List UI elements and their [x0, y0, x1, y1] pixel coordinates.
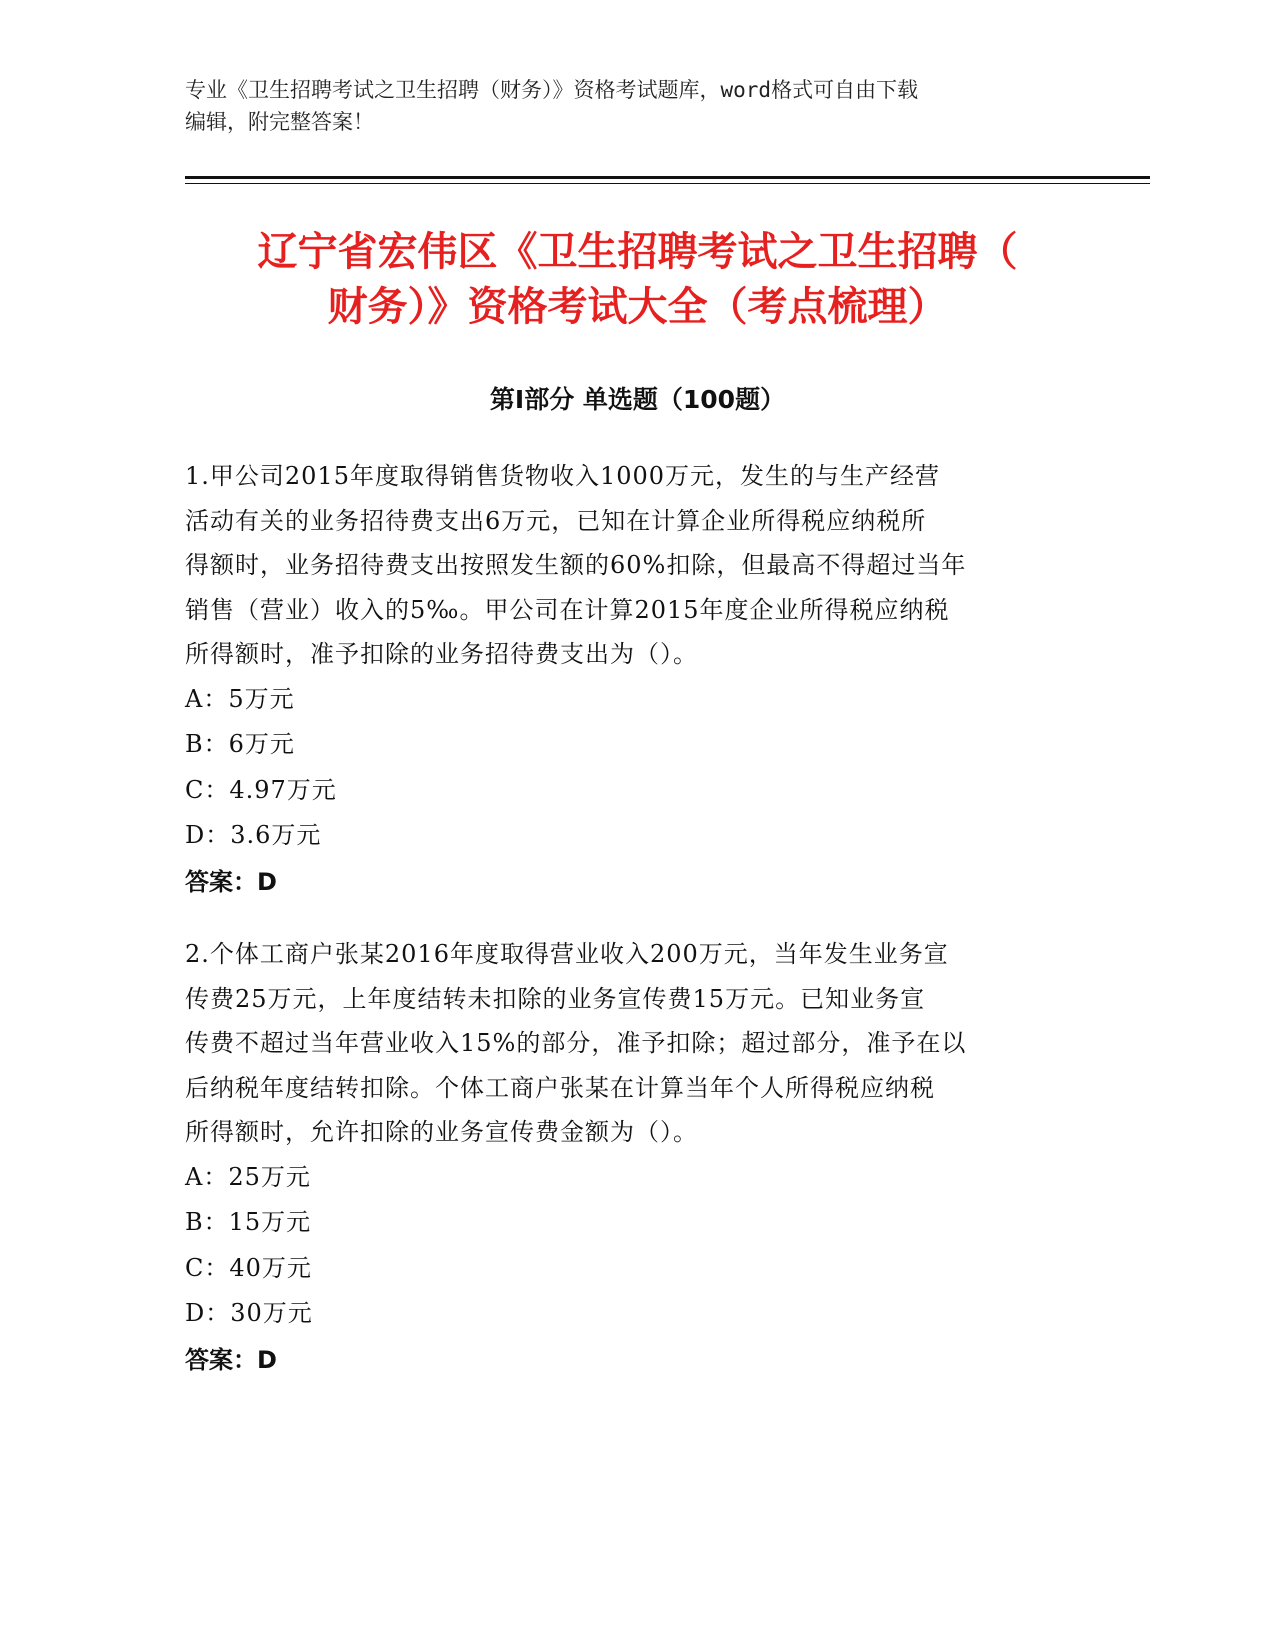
- header-line: 编辑，附完整答案！: [185, 110, 374, 134]
- stem-line: 得额时，业务招待费支出按照发生额的60%扣除，但最高不得超过当年: [185, 551, 967, 579]
- title-line: 财务）》资格考试大全（考点梳理）: [327, 284, 948, 330]
- document-title: [150, 225, 1125, 335]
- option-c: C：40万元: [185, 1253, 312, 1282]
- stem-line: 后纳税年度结转扣除。个体工商户张某在计算当年个人所得税应纳税: [185, 1073, 935, 1102]
- stem-line: 1.甲公司2015年度取得销售货物收入1000万元，发生的与生产经营: [185, 462, 941, 490]
- option-d: D：30万元: [185, 1299, 313, 1327]
- question-stem: [185, 454, 1085, 677]
- page-header: [185, 74, 1085, 138]
- question-stem: [185, 932, 1085, 1155]
- answer-label: 答案：D: [185, 1345, 277, 1374]
- stem-line: 传费不超过当年营业收入15%的部分，准予扣除；超过部分，准予在以: [185, 1029, 967, 1057]
- option-c: C：4.97万元: [185, 775, 337, 804]
- option-b: B：6万元: [185, 730, 295, 758]
- section-heading: 第Ⅰ部分 单选题（100题）: [489, 385, 786, 414]
- stem-line: 活动有关的业务招待费支出6万元，已知在计算企业所得税应纳税所: [185, 506, 927, 535]
- answer-label: 答案：D: [185, 867, 277, 896]
- stem-line: 2.个体工商户张某2016年度取得营业收入200万元，当年发生业务宣: [185, 940, 949, 968]
- stem-line: 销售（营业）收入的5‰。甲公司在计算2015年度企业所得税应纳税: [185, 595, 950, 624]
- stem-line: 传费25万元，上年度结转未扣除的业务宣传费15万元。已知业务宣: [185, 984, 926, 1013]
- option-a: A：5万元: [185, 684, 295, 713]
- option-d: D：3.6万元: [185, 821, 322, 849]
- title-line: 辽宁省宏伟区《卫生招聘考试之卫生招聘（: [257, 229, 1018, 275]
- stem-line: 所得额时，准予扣除的业务招待费支出为（）。: [185, 640, 698, 668]
- header-line: 专业《卫生招聘考试之卫生招聘（财务）》资格考试题库，word格式可自由下载: [185, 78, 919, 102]
- question-2: [185, 932, 1085, 1383]
- option-a: A：25万元: [185, 1162, 311, 1191]
- header-divider-thin: [185, 183, 1150, 184]
- header-divider-thick: [185, 176, 1150, 179]
- stem-line: 所得额时，允许扣除的业务宣传费金额为（）。: [185, 1118, 698, 1146]
- option-b: B：15万元: [185, 1208, 312, 1236]
- question-1: [185, 454, 1085, 905]
